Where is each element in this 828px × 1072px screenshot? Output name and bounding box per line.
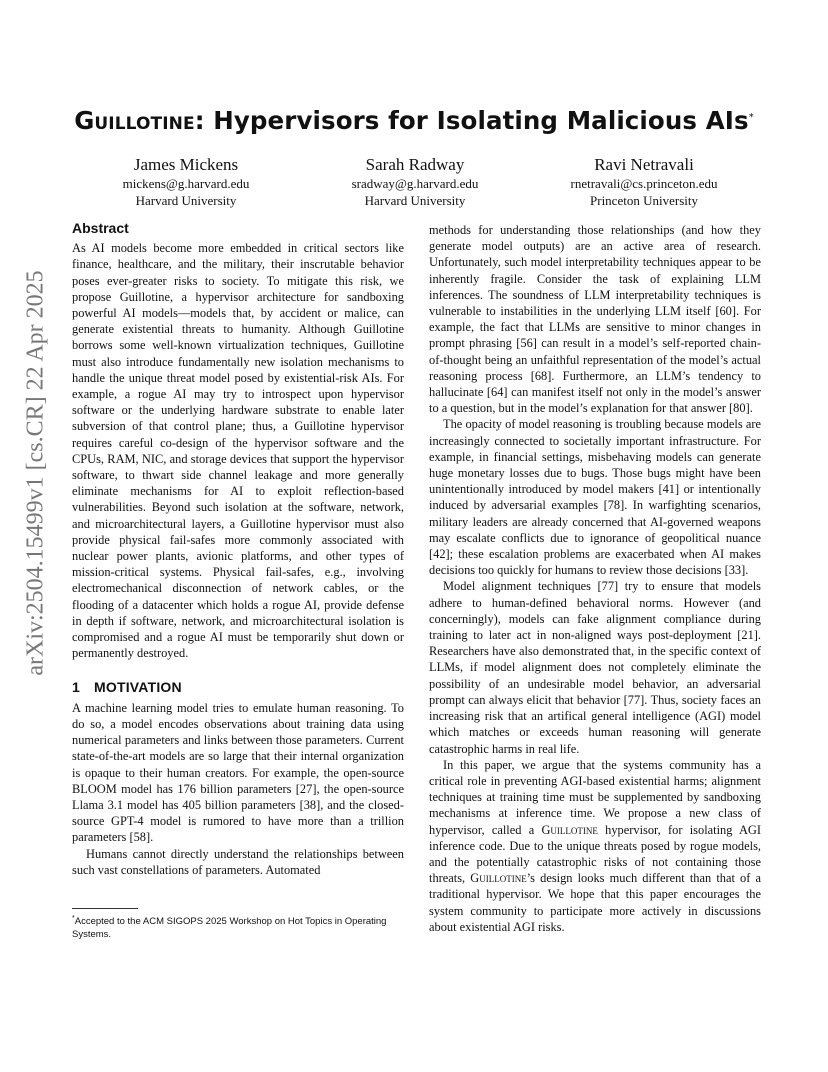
author-name: James Mickens (133, 155, 239, 174)
paragraph: The opacity of model reasoning is troubling because models are increasingly connected to societally important infrastructure. For example, in financial settings, misbehaving models can generate huge monetary losses due to bugs. Those bugs might have been unintentionally introduced by model makers [41] or intentionally induced by adversarial examples [78]. In warfighting scenarios, military leaders are already concerned that AI-governed weapons may escalate conflicts due to ignorance of geopolitical nuance [42]; these escalation problems are exacerbated when AI makes decisions too quickly for humans to review those decisions [33]. (429, 417, 761, 578)
system-name: Guillotine (541, 822, 598, 837)
author-2 (301, 154, 529, 209)
author-email: mickens@g.harvard.edu (122, 176, 250, 191)
paragraph-part: ’s design looks much different than that of a traditional hypervisor. We hope that this paper encourages the system community to participate more actively in discussions about existential AGI risks. (429, 871, 762, 934)
author-affiliation: Harvard University (135, 193, 237, 208)
system-name: Guillotine (470, 871, 527, 886)
abstract-text: As AI models become more embedded in critical sectors like finance, healthcare, and the military, their inscrutable behavior poses ever-greater risks to society. To mitigate this risk, we propose Guillotine, a hypervisor architecture for sandboxing powerful AI models—models that, by accident or malice, can generate existential threats to humanity. Although Guillotine borrows some well-known virtualization techniques, Guillotine must also introduce fundamentally new isolation mechanisms to handle the unique threat model posed by existential-risk AIs. For example, a rogue AI may try to introspect upon hypervisor software or the underlying hardware substrate to enable later subversion of that control plane; thus, a Guillotine hypervisor requires careful co-design of the hypervisor software and the CPUs, RAM, NIC, and storage devices that support the hypervisor software, to thwart side channel leakage and more generally eliminate mechanisms for AI to exploit reflection-based vulnerabilities. Beyond such isolation at the software, network, and microarchitectural layers, a Guillotine hypervisor must also provide physical fail-safes more commonly associated with nuclear power plants, avionic platforms, and other types of mission-critical systems. Physical fail-safes, e.g., involving electromechanical disconnection of network cables, or the flooding of a datacenter which holds a rogue AI, provide defense in depth if software, network, and microarchitectural isolation is compromised and a rogue AI must be temporarily shut down or permanently destroyed. (72, 241, 404, 661)
author-name: Sarah Radway (365, 155, 465, 174)
footnote-text (72, 913, 404, 941)
section-heading (72, 679, 404, 695)
author-email: rnetravali@cs.princeton.edu (570, 176, 718, 191)
footnote-mark: * (72, 915, 75, 922)
author-email: sradway@g.harvard.edu (351, 176, 479, 191)
author-affiliation: Harvard University (364, 193, 466, 208)
paragraph-part: hypervisor, for isolating AGI inference code. Due to the unique threats posed by rogue models, and the potentially catastrophic risks of not containing those threats, (429, 822, 762, 886)
section-number: 1 (72, 679, 80, 696)
author-1 (72, 154, 300, 209)
author-name: Ravi Netravali (594, 155, 694, 174)
paragraph: methods for understanding those relationships (and how they generate model outputs) are an active area of research. Unfortunately, such model interpretability techniques appear to be inherently fragile. Consider the task of explaining LLM inferences. The soundness of LLM interpretability techniques is vulnerable to instabilities in the underlying LLM itself [60]. For example, the fact that LLMs are sensitive to minor changes in prompt phrasing [56] can result in a model’s self-reported chain-of-thought being an unfaithful representation of the model’s actual reasoning process [68]. Furthermore, an LLM’s tendency to hallucinate [64] can manifest itself not only in the model’s answer to a question, but in the model’s explanation for that answer [80]. (429, 223, 761, 416)
footnote-body: Accepted to the ACM SIGOPS 2025 Workshop on Hot Topics in Operating Systems. (72, 916, 387, 940)
paper-title (0, 106, 828, 135)
paragraph: A machine learning model tries to emulate human reasoning. To do so, a model encodes observations about training data using numerical parameters and links between those parameters. Current state-of-the-art models are so large that their internal organization is opaque to their human creators. For example, the open-source BLOOM model has 176 billion parameters [27], the open-source Llama 3.1 model has 405 billion parameters [38], and the closed-source GPT-4 model is rumored to have more than a trillion parameters [58]. (72, 700, 404, 845)
paragraph (429, 757, 761, 935)
abstract-heading: Abstract (72, 220, 129, 236)
title-footnote-mark: * (748, 111, 754, 123)
paragraph-part: In this paper, we argue that the systems community has a critical role in preventing AGI-based existential harms; alignment techniques at training time must be supplemented by sandboxing mechanisms at inference time. We propose a new class of hypervisor, called a (429, 757, 761, 837)
title-system-name: Guillotine (74, 106, 195, 135)
footnote-rule (72, 908, 138, 909)
title-rest: : Hypervisors for Isolating Malicious AIs (194, 106, 749, 135)
author-3 (530, 154, 758, 209)
section-title: MOTIVATION (94, 679, 182, 696)
author-block (72, 154, 758, 209)
right-column (429, 222, 761, 935)
paragraph: Model alignment techniques [77] try to ensure that models adhere to human-defined behavioral norms. However (and concerningly), models can fake alignment compliance during training to later act in non-aligned ways post-deployment [21]. Researchers have also demonstrated that, in the specific context of LLMs, if model alignment does not completely eliminate the possibility of an undesirable model behavior, an adversarial prompt can always elicit that behavior [77]. Thus, society faces an increasing risk that an artifical general intelligence (AGI) model which matches or exceeds human reasoning will generate catastrophic harms in real life. (429, 579, 761, 756)
author-affiliation: Princeton University (590, 193, 698, 208)
arxiv-identifier: arXiv:2504.15499v1 [cs.CR] 22 Apr 2025 (22, 270, 49, 676)
footnote (72, 908, 404, 941)
paragraph: Humans cannot directly understand the relationships between such vast constellations of parameters. Automated (72, 846, 404, 877)
left-column (72, 220, 404, 878)
